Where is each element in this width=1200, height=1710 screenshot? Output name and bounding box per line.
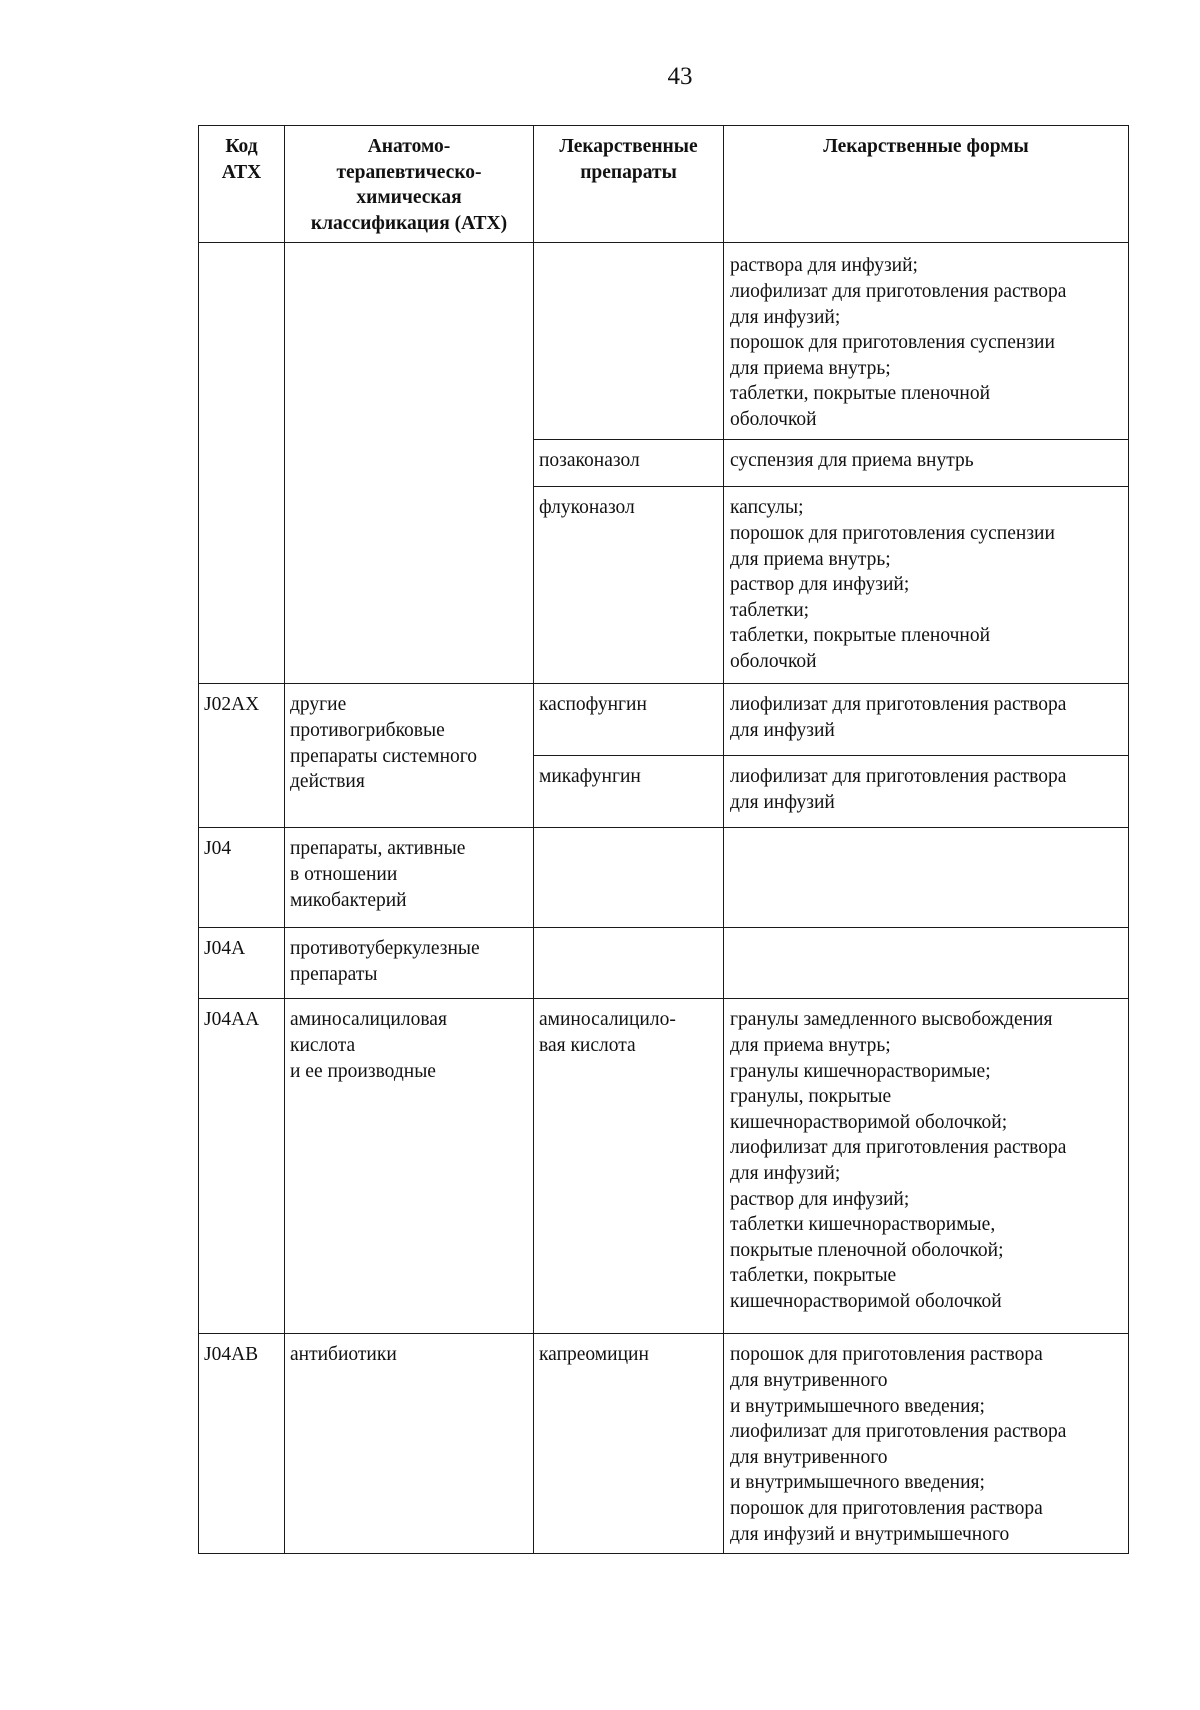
drug-cell: флуконазол <box>534 487 724 684</box>
drug-cell: каспофунгин <box>534 684 724 756</box>
dosage-forms-cell: порошок для приготовления раствора для внутривенного и внутримышечного введения; лиофилизат для приготовления раствора для внутривенного и внутримышечного введения; порошок для приготовления раствора для инфузий и внутримышечного <box>724 1334 1129 1554</box>
drug-cell <box>534 928 724 999</box>
dosage-forms-cell <box>724 828 1129 928</box>
header-drugs: Лекарственные препараты <box>534 126 724 243</box>
table-row <box>199 999 1129 1334</box>
atx-code-cell <box>199 243 285 684</box>
drug-cell <box>534 828 724 928</box>
atx-classification-cell <box>285 243 534 684</box>
table-header-row <box>199 126 1129 243</box>
dosage-forms-cell: лиофилизат для приготовления раствора для инфузий <box>724 684 1129 756</box>
atx-classification-cell: аминосалициловая кислота и ее производные <box>285 999 534 1334</box>
table-row <box>199 1334 1129 1554</box>
drug-cell: аминосалицило- вая кислота <box>534 999 724 1334</box>
atx-classification-cell: противотуберкулезные препараты <box>285 928 534 999</box>
drug-cell <box>534 243 724 440</box>
atx-code-cell: J02AX <box>199 684 285 828</box>
table-row <box>199 684 1129 756</box>
dosage-forms-cell: раствора для инфузий; лиофилизат для приготовления раствора для инфузий; порошок для приготовления суспензии для приема внутрь; таблетки, покрытые пленочной оболочкой <box>724 243 1129 440</box>
drug-cell: капреомицин <box>534 1334 724 1554</box>
header-dosage-forms: Лекарственные формы <box>724 126 1129 243</box>
atx-code-cell: J04AA <box>199 999 285 1334</box>
atx-code-cell: J04AB <box>199 1334 285 1554</box>
page-number: 43 <box>667 63 693 90</box>
dosage-forms-cell: лиофилизат для приготовления раствора для инфузий <box>724 756 1129 828</box>
atx-classification-cell: препараты, активные в отношении микобактерий <box>285 828 534 928</box>
dosage-forms-cell: суспензия для приема внутрь <box>724 440 1129 487</box>
dosage-forms-cell: гранулы замедленного высвобождения для приема внутрь; гранулы кишечнорастворимые; гранулы, покрытые кишечнорастворимой оболочкой; лиофилизат для приготовления раствора для инфузий; раствор для инфузий; таблетки кишечнорастворимые, покрытые пленочной оболочкой; таблетки, покрытые кишечнорастворимой оболочкой <box>724 999 1129 1334</box>
dosage-forms-cell <box>724 928 1129 999</box>
table-row <box>199 828 1129 928</box>
table-row <box>199 243 1129 440</box>
drug-cell: микафунгин <box>534 756 724 828</box>
atx-code-cell: J04A <box>199 928 285 999</box>
atx-classification-cell: антибиотики <box>285 1334 534 1554</box>
dosage-forms-cell: капсулы; порошок для приготовления суспензии для приема внутрь; раствор для инфузий; таблетки; таблетки, покрытые пленочной оболочкой <box>724 487 1129 684</box>
atx-classification-cell: другие противогрибковые препараты системного действия <box>285 684 534 828</box>
atx-drug-table <box>198 125 1129 1554</box>
header-atx-classification: Анатомо- терапевтическо- химическая классификация (АТХ) <box>285 126 534 243</box>
header-atx-code: Код АТХ <box>199 126 285 243</box>
table-row <box>199 928 1129 999</box>
drug-cell: позаконазол <box>534 440 724 487</box>
atx-code-cell: J04 <box>199 828 285 928</box>
